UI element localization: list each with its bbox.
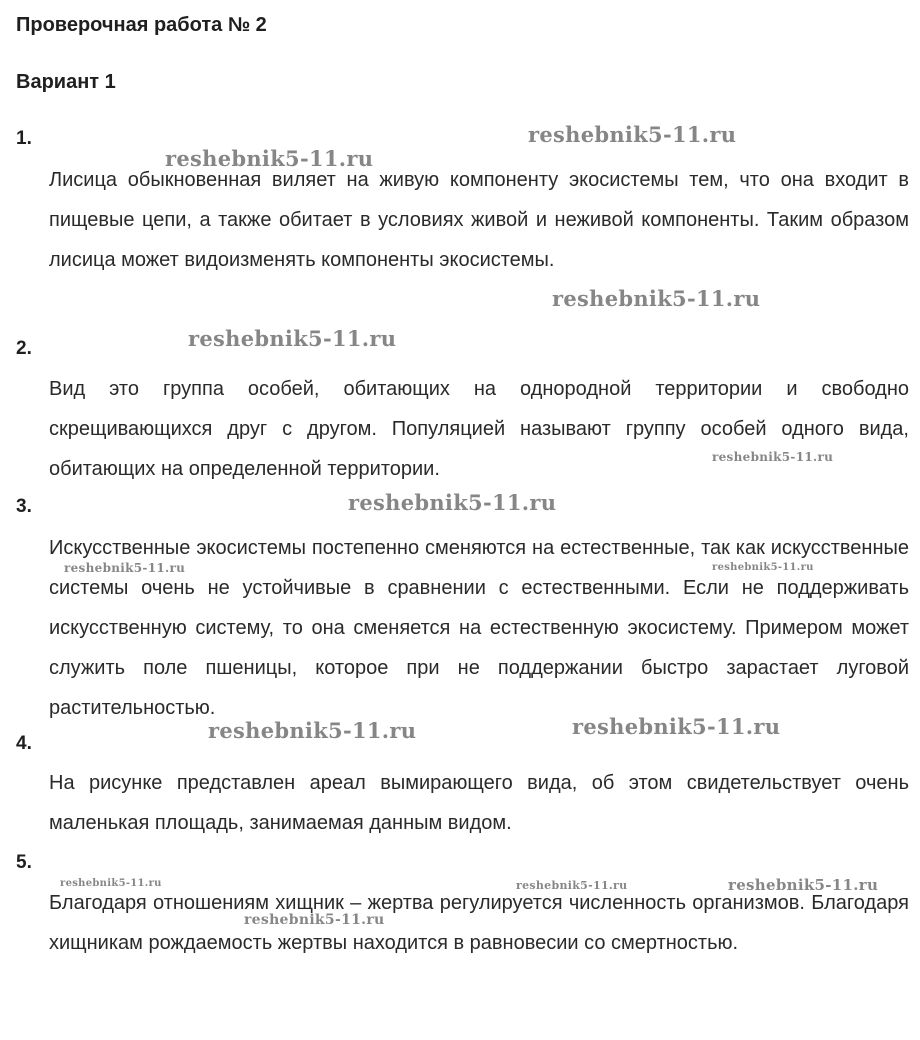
watermark: reshebnik5-11.ru [712,562,814,573]
item-1-number: 1. [16,128,32,149]
watermark: reshebnik5-11.ru [528,122,737,147]
watermark: reshebnik5-11.ru [64,561,186,575]
watermark: reshebnik5-11.ru [244,912,385,928]
watermark: reshebnik5-11.ru [60,878,162,889]
watermark: reshebnik5-11.ru [552,286,761,311]
item-2-number: 2. [16,338,32,359]
item-4-number: 4. [16,733,32,754]
watermark: reshebnik5-11.ru [348,490,557,515]
watermark: reshebnik5-11.ru [516,879,628,892]
item-4-text: На рисунке представлен ареал вымирающего вида, об этом свидетельствует очень маленькая площадь, занимаемая данным видом. [49,772,909,834]
variant-heading: Вариант 1 [16,71,116,93]
item-5-number: 5. [16,852,32,873]
item-5-text: Благодаря отношениям хищник – жертва регулируется численность организмов. Благодаря хищникам рождаемость жертвы находится в равновесии со смертностью. [49,892,909,954]
watermark: reshebnik5-11.ru [572,714,781,739]
item-1-text: Лисица обыкновенная виляет на живую компоненту экосистемы тем, что она входит в пищевые цепи, а также обитает в условиях живой и неживой компоненты. Таким образом лисица может видоизменять компоненты экосистемы. [49,169,909,271]
item-2-text: Вид это группа особей, обитающих на однородной территории и свободно скрещивающихся друг с другом. Популяцией называют группу особей одного вида, обитающих на определенной территории. [49,378,909,480]
watermark: reshebnik5-11.ru [208,718,417,743]
watermark: reshebnik5-11.ru [188,326,397,351]
watermark: reshebnik5-11.ru [728,876,879,894]
item-3-text: Искусственные экосистемы постепенно сменяются на естественные, так как искусственные системы очень не устойчивые в сравнении с естественными. Если не поддерживать искусственную систему, то она сменяется на естественную экосистему. Примером может служить поле пшеницы, которое при не поддержании быстро зарастает луговой растительностью. [49,537,909,719]
watermark: reshebnik5-11.ru [165,146,374,171]
page-title: Проверочная работа № 2 [16,14,267,36]
watermark: reshebnik5-11.ru [712,450,834,464]
item-3-number: 3. [16,496,32,517]
